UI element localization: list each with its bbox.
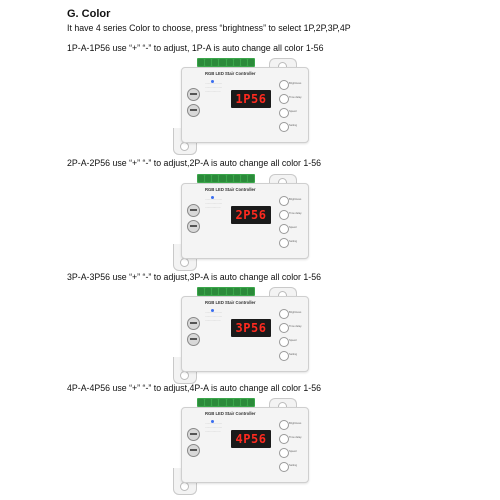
controller-image-2: RGB LED Stair Controller ···················· ···················· ·················· 2P56 Brightness Time delay Speed Setting	[171, 174, 321, 270]
controller-image-3: RGB LED Stair Controller ···················· ···················· ·················· 3P56 Brightness Time delay Speed Setting	[171, 287, 321, 383]
time-delay-label: Time delay	[289, 325, 302, 328]
caption-2: 2P-A-2P56 use “+” “-” to adjust,2P-A is auto change all color 1-56	[67, 158, 322, 168]
speed-button	[279, 224, 289, 234]
device-title: RGB LED Stair Controller	[205, 411, 256, 416]
setting-button	[279, 462, 289, 472]
time-delay-button	[279, 210, 289, 220]
speed-label: Speed	[289, 226, 297, 229]
time-delay-button	[279, 434, 289, 444]
brightness-label: Brightness	[289, 82, 302, 85]
setting-label: Setting	[289, 124, 298, 127]
caption-3: 3P-A-3P56 use “+” “-” to adjust,3P-A is auto change all color 1-56	[67, 272, 322, 282]
dial-knob	[187, 317, 200, 330]
section-heading: G. Color	[67, 8, 111, 20]
seven-segment-display: 4P56	[231, 430, 271, 448]
device-title: RGB LED Stair Controller	[205, 71, 256, 76]
caption-1: 1P-A-1P56 use “+” “-” to adjust, 1P-A is auto change all color 1-56	[67, 43, 324, 53]
dial-knob	[187, 444, 200, 457]
seven-segment-display: 3P56	[231, 319, 271, 337]
controller-image-4: RGB LED Stair Controller ···················· ···················· ·················· 4P56 Brightness Time delay Speed Setting	[171, 398, 321, 494]
setting-button	[279, 122, 289, 132]
setting-button	[279, 351, 289, 361]
brightness-button	[279, 420, 289, 430]
dial-knob	[187, 88, 200, 101]
setting-label: Setting	[289, 353, 298, 356]
setting-label: Setting	[289, 464, 298, 467]
seven-segment-display: 2P56	[231, 206, 271, 224]
time-delay-button	[279, 323, 289, 333]
brightness-button	[279, 309, 289, 319]
speed-label: Speed	[289, 339, 297, 342]
dial-knob	[187, 220, 200, 233]
terminal-block	[197, 287, 255, 296]
speed-label: Speed	[289, 450, 297, 453]
brightness-label: Brightness	[289, 422, 302, 425]
terminal-block	[197, 398, 255, 407]
device-title: RGB LED Stair Controller	[205, 187, 256, 192]
dial-knob	[187, 104, 200, 117]
intro-text: It have 4 series Color to choose, press “brightness” to select 1P,2P,3P,4P	[67, 23, 351, 33]
setting-button	[279, 238, 289, 248]
time-delay-button	[279, 94, 289, 104]
time-delay-label: Time delay	[289, 436, 302, 439]
speed-button	[279, 108, 289, 118]
controller-image-1: RGB LED Stair Controller ···················· ···················· ·················· 1P56 Brightness Time delay Speed Setting	[171, 58, 321, 154]
speed-label: Speed	[289, 110, 297, 113]
device-title: RGB LED Stair Controller	[205, 300, 256, 305]
brightness-button	[279, 196, 289, 206]
speed-button	[279, 448, 289, 458]
setting-label: Setting	[289, 240, 298, 243]
speed-button	[279, 337, 289, 347]
terminal-block	[197, 174, 255, 183]
seven-segment-display: 1P56	[231, 90, 271, 108]
brightness-label: Brightness	[289, 198, 302, 201]
dial-knob	[187, 428, 200, 441]
brightness-button	[279, 80, 289, 90]
time-delay-label: Time delay	[289, 96, 302, 99]
brightness-label: Brightness	[289, 311, 302, 314]
dial-knob	[187, 204, 200, 217]
dial-knob	[187, 333, 200, 346]
time-delay-label: Time delay	[289, 212, 302, 215]
caption-4: 4P-A-4P56 use “+” “-” to adjust,4P-A is auto change all color 1-56	[67, 383, 322, 393]
terminal-block	[197, 58, 255, 67]
